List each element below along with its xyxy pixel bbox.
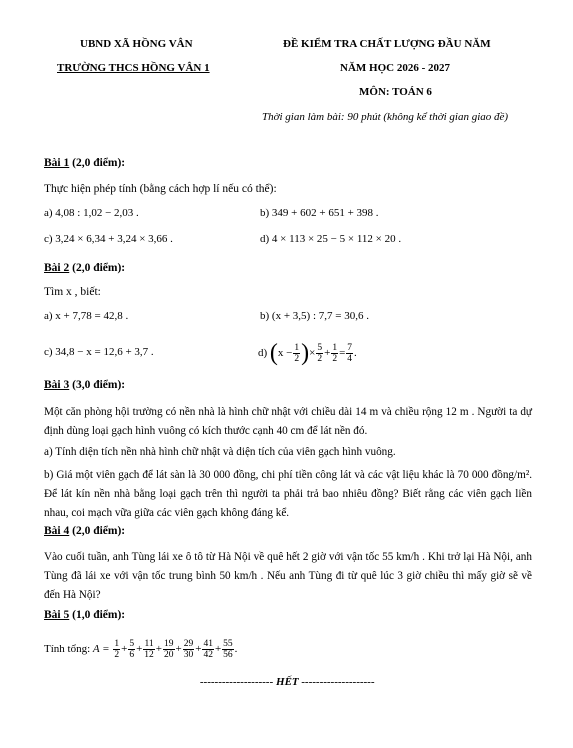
header-left-line2: TRƯỜNG THCS HỒNG VÂN 1 — [57, 62, 210, 74]
bai2-d-prefix: d) — [258, 347, 268, 359]
time-note: Thời gian làm bài: 90 phút (không kể thời gian giao đề) — [262, 111, 509, 123]
bai5-prefix: Tính tổng: — [44, 643, 91, 655]
bai3-a: a) Tính diện tích nền nhà hình chữ nhật và diện tích của viên gạch hình vuông. — [44, 446, 396, 458]
header-right-line3: MÔN: TOÁN 6 — [359, 86, 432, 98]
header-right-line1: ĐỀ KIỂM TRA CHẤT LƯỢNG ĐẦU NĂM — [283, 38, 491, 50]
fraction: $\frac{1}{2}$ — [294, 342, 300, 364]
bai1-heading — [44, 157, 125, 169]
header-left-line1: UBND XÃ HỒNG VÂN — [80, 38, 193, 50]
bai1-b: b) 349 + 602 + 651 + 398 . — [260, 207, 379, 219]
bai2-d-end: . — [354, 347, 357, 359]
bai1-label: Bài 1 — [44, 157, 70, 169]
header-right-line2: NĂM HỌC 2026 - 2027 — [340, 62, 450, 74]
bai5-heading — [44, 609, 125, 621]
fraction: $\frac{1}{2}$ — [114, 638, 120, 660]
bai3-text: Một căn phòng hội trường có nền nhà là hình chữ nhật với chiều dài 14 m và chiều rộng 12 m . Người ta dự định dùng loại gạch hình vuông có kích thước cạnh 40 cm để lát nền đó. — [44, 406, 532, 437]
bai2-heading — [44, 262, 125, 274]
bai5-expression — [44, 633, 237, 665]
bai2-d-eq: = — [339, 347, 346, 359]
bai3-points: (3,0 điểm): — [69, 379, 126, 391]
plus-sign: + — [155, 643, 162, 655]
bai1-points: (2,0 điểm): — [69, 157, 126, 169]
bai2-c: c) 34,8 − x = 12,6 + 3,7 . — [44, 346, 154, 358]
bai1-a: a) 4,08 : 1,02 − 2,03 . — [44, 207, 139, 219]
bai2-a: a) x + 7,78 = 42,8 . — [44, 310, 129, 322]
fraction: $\frac{5}{6}$ — [129, 638, 135, 660]
plus-sign: + — [121, 643, 128, 655]
fraction: $\frac{41}{42}$ — [203, 638, 213, 660]
bai5-A: A = — [92, 643, 110, 655]
fraction: $\frac{1}{2}$ — [332, 342, 338, 364]
bai2-points: (2,0 điểm): — [69, 262, 126, 274]
fraction: $\frac{7}{4}$ — [347, 342, 353, 364]
bai3-b: b) Giá một viên gạch để lát sàn là 30 000 đồng, chi phí tiền công lát và các vật liệu khác là 70 000 đồng/m². Để lát kín nền nhà bằng loại gạch trên thì người ta phải trả bao nhiêu đồng? Biết rằng các viên gạch liền nhau, coi mạch vữa giữa các viên gạch không đáng kể. — [44, 469, 532, 519]
bai2-b: b) (x + 3,5) : 7,7 = 30,6 . — [260, 310, 369, 322]
plus-sign: + — [175, 643, 182, 655]
fraction: $\frac{5}{2}$ — [317, 342, 323, 364]
bai5-label: Bài 5 — [44, 609, 70, 621]
bai1-c: c) 3,24 × 6,34 + 3,24 × 3,66 . — [44, 233, 173, 245]
plus-sign: + — [214, 643, 222, 655]
bai5-end: . — [234, 643, 238, 655]
bai5-points: (1,0 điểm): — [69, 609, 126, 621]
bai4-text: Vào cuối tuần, anh Tùng lái xe ô tô từ Hà Nội về quê hết 2 giờ với vận tốc 55 km/h . Khi trở lại Hà Nội, anh Tùng đã lái xe với vận tốc trung bình 50 km/h . Nếu anh Tùng đi từ quê lúc 3 giờ chiều thì mấy giờ sẽ về đến Hà Nội? — [44, 551, 532, 601]
bai4-label: Bài 4 — [44, 525, 70, 537]
bai2-label: Bài 2 — [44, 262, 70, 274]
bai2-d-plus: + — [324, 347, 331, 359]
paren-open: ( — [269, 340, 278, 366]
bai1-d: d) 4 × 113 × 25 − 5 × 112 × 20 . — [260, 233, 402, 245]
fraction: $\frac{11}{12}$ — [144, 638, 154, 660]
bai2-intro: Tìm x , biết: — [44, 286, 101, 298]
bai5-fraction-list — [112, 639, 234, 660]
end-marker: -------------------- HẾT -------------------- — [200, 676, 375, 688]
bai2-d-times: × — [309, 347, 316, 359]
fraction: $\frac{55}{56}$ — [223, 638, 233, 660]
bai1-intro: Thực hiện phép tính (bằng cách hợp lí nếu có thể): — [44, 183, 277, 195]
plus-sign: + — [136, 643, 143, 655]
bai2-d — [258, 336, 357, 370]
bai2-d-x: x − — [277, 347, 293, 359]
bai4-heading — [44, 525, 125, 537]
fraction: $\frac{29}{30}$ — [183, 638, 194, 660]
paren-close: ) — [301, 340, 310, 366]
bai3-label: Bài 3 — [44, 379, 70, 391]
plus-sign: + — [195, 643, 202, 655]
bai3-heading — [44, 379, 125, 391]
fraction: $\frac{19}{20}$ — [164, 638, 174, 660]
bai4-points: (2,0 điểm): — [69, 525, 126, 537]
